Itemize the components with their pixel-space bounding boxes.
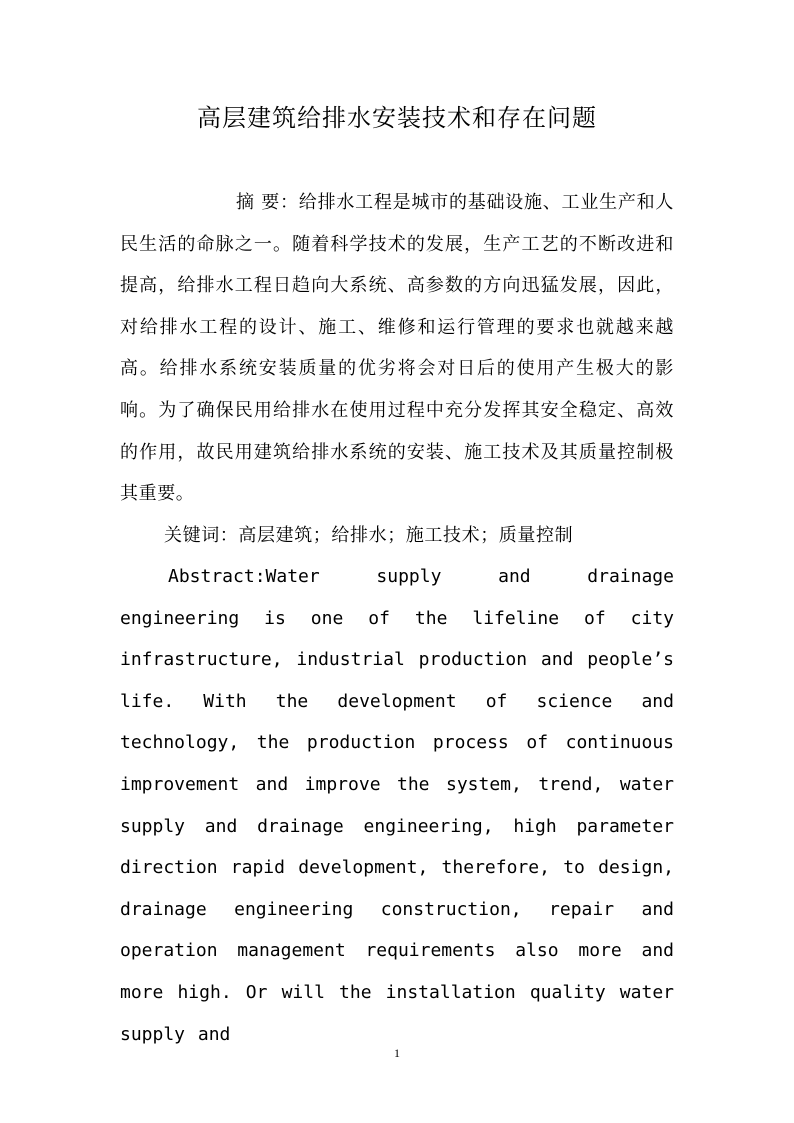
english-abstract-paragraph [120,556,674,1055]
keywords-paragraph [120,515,674,557]
document-title: 高层建筑给排水安装技术和存在问题 [197,104,597,132]
chinese-abstract-text: 给排水工程是城市的基础设施、工业生产和人民生活的命脉之一。随着科学技术的发展，生产工艺的不断改进和提高，给排水工程日趋向大系统、高参数的方向迅猛发展，因此，对给排水工程的设计、施工、维修和运行管理的要求也就越来越高。给排水系统安装质量的优劣将会对日后的使用产生极大的影响。为了确保民用给排水在使用过程中充分发挥其安全稳定、高效的作用，故民用建筑给排水系统的安装、施工技术及其质量控制极其重要。 [120,192,674,505]
keywords-label: 关键词： [164,525,239,546]
page-number: 1 [394,1046,400,1060]
chinese-abstract-label: 摘 要： [236,192,299,213]
english-abstract-text: Water supply and drainage engineering is one of the lifeline of city infrastructure, industrial production and people’s life. With the development of science and technology, the production process of continuous improvement and improve the system, trend, water supply and drainage engineering, high parameter direction rapid development, therefore, to design, drainage engineering construction, repair and operation management requirements also more and more high. Or will the installation quality water supply and [120,566,674,1045]
english-abstract-label: Abstract: [168,566,266,587]
chinese-abstract-paragraph [120,182,674,515]
keywords-text: 高层建筑；给排水；施工技术；质量控制 [238,525,574,546]
